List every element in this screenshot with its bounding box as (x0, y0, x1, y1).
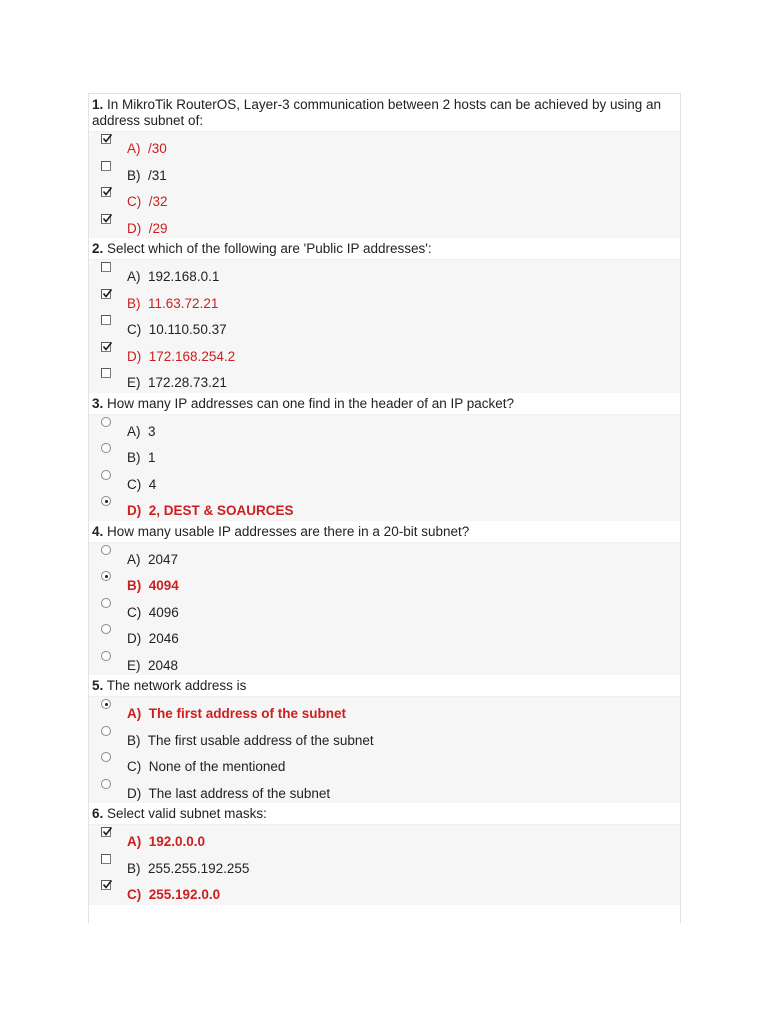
option-label (127, 887, 220, 903)
radio-empty-icon (101, 624, 111, 634)
checkbox[interactable] (101, 368, 112, 379)
options-list (89, 415, 680, 521)
option-letter: B) (127, 450, 141, 465)
checkbox[interactable] (101, 315, 112, 326)
option-letter: D) (127, 348, 142, 364)
option-text: /32 (148, 194, 168, 209)
option-letter: B) (127, 732, 141, 748)
option-letter: A) (127, 551, 141, 567)
radio-empty-icon (101, 545, 111, 555)
checkbox[interactable] (101, 827, 112, 838)
option-a (89, 132, 680, 159)
option-label (127, 503, 294, 519)
option-text: 172.28.73.21 (148, 375, 227, 390)
question-prompt: How many usable IP addresses are there in a 20-bit subnet? (107, 523, 470, 539)
option-c (89, 468, 680, 495)
option-text: 1 (148, 450, 156, 465)
options-list (89, 697, 680, 803)
option-label (127, 658, 178, 674)
option-a (89, 260, 680, 287)
option-text: 255.192.0.0 (148, 887, 221, 902)
option-letter: A) (127, 706, 142, 721)
question-5 (89, 675, 680, 803)
checkbox[interactable] (101, 289, 112, 300)
quiz-panel (88, 93, 681, 923)
option-d (89, 212, 680, 239)
question-text (89, 238, 680, 260)
question-4 (89, 521, 680, 676)
option-label (127, 733, 374, 749)
checkbox-checked-icon (101, 342, 111, 352)
option-text: 4094 (148, 578, 179, 593)
option-d (89, 622, 680, 649)
option-label (127, 706, 346, 722)
option-letter: A) (127, 834, 142, 849)
question-prompt: The network address is (106, 678, 247, 693)
option-c (89, 878, 680, 905)
option-letter: B) (127, 860, 141, 876)
checkbox-empty-icon (101, 262, 111, 272)
option-text: 192.0.0.0 (148, 834, 206, 849)
radio-button[interactable] (101, 598, 112, 609)
radio-empty-icon (101, 651, 111, 661)
radio-button[interactable] (101, 651, 112, 662)
radio-empty-icon (101, 726, 111, 736)
question-3 (89, 393, 680, 521)
option-text: The first usable address of the subnet (147, 732, 374, 748)
question-text (89, 393, 680, 415)
option-label (127, 296, 218, 312)
question-number: 3. (92, 395, 104, 411)
radio-selected-icon (101, 699, 111, 709)
option-text: /29 (148, 220, 168, 236)
checkbox[interactable] (101, 854, 112, 865)
checkbox[interactable] (101, 134, 112, 145)
radio-button[interactable] (101, 752, 112, 763)
option-text: 255.255.192.255 (148, 860, 250, 876)
option-a (89, 543, 680, 570)
option-a (89, 415, 680, 442)
option-letter: D) (127, 220, 142, 236)
option-text: 4096 (148, 604, 179, 620)
option-d (89, 777, 680, 804)
option-b (89, 852, 680, 879)
question-number: 1. (92, 97, 104, 112)
radio-button[interactable] (101, 443, 112, 454)
question-text (89, 521, 680, 543)
checkbox-empty-icon (101, 161, 111, 171)
option-label (127, 759, 285, 775)
checkbox-checked-icon (101, 187, 111, 197)
option-label (127, 834, 205, 850)
question-prompt: Select valid subnet masks: (107, 806, 267, 821)
question-text (89, 675, 680, 697)
option-letter: C) (127, 194, 142, 209)
checkbox-empty-icon (101, 315, 111, 325)
radio-button[interactable] (101, 779, 112, 790)
option-label (127, 552, 178, 568)
option-b (89, 569, 680, 596)
radio-selected-icon (101, 496, 111, 506)
checkbox-checked-icon (101, 880, 111, 890)
options-list (89, 260, 680, 393)
radio-button[interactable] (101, 545, 112, 556)
option-text: 3 (148, 423, 156, 439)
option-label (127, 269, 219, 285)
option-text: /30 (148, 141, 167, 156)
option-letter: A) (127, 141, 141, 156)
question-text (89, 803, 680, 825)
option-letter: C) (127, 759, 142, 774)
option-d (89, 494, 680, 521)
radio-empty-icon (101, 443, 111, 453)
option-a (89, 697, 680, 724)
radio-button[interactable] (101, 417, 112, 428)
radio-empty-icon (101, 470, 111, 480)
checkbox[interactable] (101, 161, 112, 172)
option-text: 10.110.50.37 (148, 322, 227, 337)
option-text: None of the mentioned (148, 759, 286, 774)
option-c (89, 750, 680, 777)
option-letter: B) (127, 167, 141, 183)
option-d (89, 340, 680, 367)
radio-button[interactable] (101, 470, 112, 481)
option-label (127, 578, 179, 594)
question-prompt: How many IP addresses can one find in the header of an IP packet? (107, 395, 515, 411)
option-text: 172.168.254.2 (148, 348, 236, 364)
option-letter: C) (127, 476, 142, 492)
question-prompt: In MikroTik RouterOS, Layer-3 communication between 2 hosts can be achieved by using an address subnet of: (92, 97, 662, 128)
question-number: 4. (92, 523, 104, 539)
option-letter: D) (127, 631, 142, 646)
option-text: 2048 (148, 657, 179, 673)
option-label (127, 322, 227, 338)
radio-button[interactable] (101, 699, 112, 710)
checkbox-empty-icon (101, 368, 111, 378)
option-label (127, 786, 330, 802)
radio-button[interactable] (101, 571, 112, 582)
option-text: 2047 (148, 551, 179, 567)
option-b (89, 724, 680, 751)
option-label (127, 450, 156, 466)
checkbox[interactable] (101, 342, 112, 353)
option-letter: B) (127, 578, 142, 593)
option-label (127, 861, 249, 877)
question-number: 2. (92, 241, 104, 256)
option-letter: E) (127, 375, 141, 390)
option-label (127, 221, 168, 237)
option-label (127, 194, 168, 210)
options-list (89, 543, 680, 676)
radio-empty-icon (101, 417, 111, 427)
option-text: /31 (148, 167, 167, 183)
options-list (89, 132, 680, 238)
option-text: 4 (148, 476, 157, 492)
question-number: 5. (92, 678, 104, 693)
checkbox-checked-icon (101, 214, 111, 224)
option-text: The first address of the subnet (148, 706, 347, 721)
option-c (89, 185, 680, 212)
question-1 (89, 94, 680, 238)
radio-button[interactable] (101, 624, 112, 635)
option-text: The last address of the subnet (148, 785, 331, 801)
checkbox[interactable] (101, 880, 112, 891)
question-prompt: Select which of the following are 'Public IP addresses': (107, 241, 432, 256)
checkbox[interactable] (101, 262, 112, 273)
option-label (127, 477, 156, 493)
option-letter: E) (127, 657, 141, 673)
checkbox-checked-icon (101, 289, 111, 299)
option-e (89, 366, 680, 393)
option-a (89, 825, 680, 852)
question-2 (89, 238, 680, 393)
checkbox-checked-icon (101, 827, 111, 837)
radio-button[interactable] (101, 726, 112, 737)
question-6 (89, 803, 680, 905)
radio-selected-icon (101, 571, 111, 581)
options-list (89, 825, 680, 905)
radio-empty-icon (101, 752, 111, 762)
option-label (127, 141, 167, 157)
checkbox-checked-icon (101, 134, 111, 144)
option-b (89, 287, 680, 314)
checkbox[interactable] (101, 214, 112, 225)
option-letter: A) (127, 269, 141, 284)
option-text: 192.168.0.1 (148, 269, 220, 284)
option-text: 11.63.72.21 (148, 295, 219, 311)
question-text (89, 94, 680, 132)
radio-empty-icon (101, 598, 111, 608)
option-letter: C) (127, 604, 142, 620)
option-letter: D) (127, 785, 142, 801)
checkbox[interactable] (101, 187, 112, 198)
option-text: 2046 (148, 631, 179, 646)
option-label (127, 424, 156, 440)
question-number: 6. (92, 806, 104, 821)
option-label (127, 631, 179, 647)
option-letter: B) (127, 295, 141, 311)
option-c (89, 313, 680, 340)
radio-empty-icon (101, 779, 111, 789)
option-label (127, 375, 227, 391)
option-letter: C) (127, 887, 142, 902)
option-letter: C) (127, 322, 142, 337)
option-letter: D) (127, 503, 142, 518)
radio-button[interactable] (101, 496, 112, 507)
option-b (89, 441, 680, 468)
option-label (127, 168, 167, 184)
option-e (89, 649, 680, 676)
option-c (89, 596, 680, 623)
checkbox-empty-icon (101, 854, 111, 864)
option-letter: A) (127, 423, 141, 439)
option-text: 2, DEST & SOAURCES (148, 503, 294, 518)
option-label (127, 605, 179, 621)
option-b (89, 159, 680, 186)
option-label (127, 349, 235, 365)
